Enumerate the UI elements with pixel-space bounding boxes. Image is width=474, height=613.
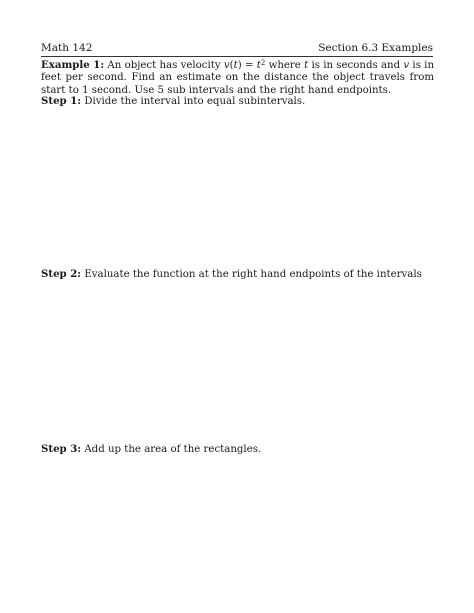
example-label: Example 1: [41, 59, 105, 71]
step-2-text: Evaluate the function at the right hand endpoints of the intervals [81, 269, 422, 280]
example-1-problem [41, 59, 434, 97]
example-text-4: is in feet per second. Find an estimate on the distance the object travels from start to 1 second. Use 5 sub intervals and the right hand endpoints. [41, 60, 435, 96]
velocity-function: v [223, 60, 230, 71]
open-paren: ( [229, 60, 234, 71]
variable-t-2: t [304, 60, 309, 71]
step-2-label: Step 2: [41, 268, 82, 280]
variable-t: t [233, 60, 238, 71]
page-header [41, 41, 433, 55]
example-text-1: An object has velocity [104, 60, 224, 71]
power-base: t [256, 60, 261, 71]
step-3-label: Step 3: [41, 443, 82, 455]
equals-sign: ) = [237, 60, 257, 71]
step-2 [41, 268, 434, 281]
step-1 [41, 95, 434, 108]
velocity-equation [224, 60, 265, 71]
step-1-label: Step 1: [41, 95, 82, 107]
variable-v: v [403, 60, 410, 71]
section-title: Section 6.3 Examples [318, 42, 433, 54]
step-3 [41, 443, 434, 456]
step-3-text: Add up the area of the rectangles. [81, 444, 262, 455]
step-1-text: Divide the interval into equal subintervals. [81, 96, 306, 107]
power-exponent: 2 [260, 59, 266, 67]
example-text-3: is in seconds and [308, 60, 404, 71]
course-title: Math 142 [41, 42, 93, 54]
header-rule [41, 56, 433, 57]
example-text-2: where [265, 60, 305, 71]
